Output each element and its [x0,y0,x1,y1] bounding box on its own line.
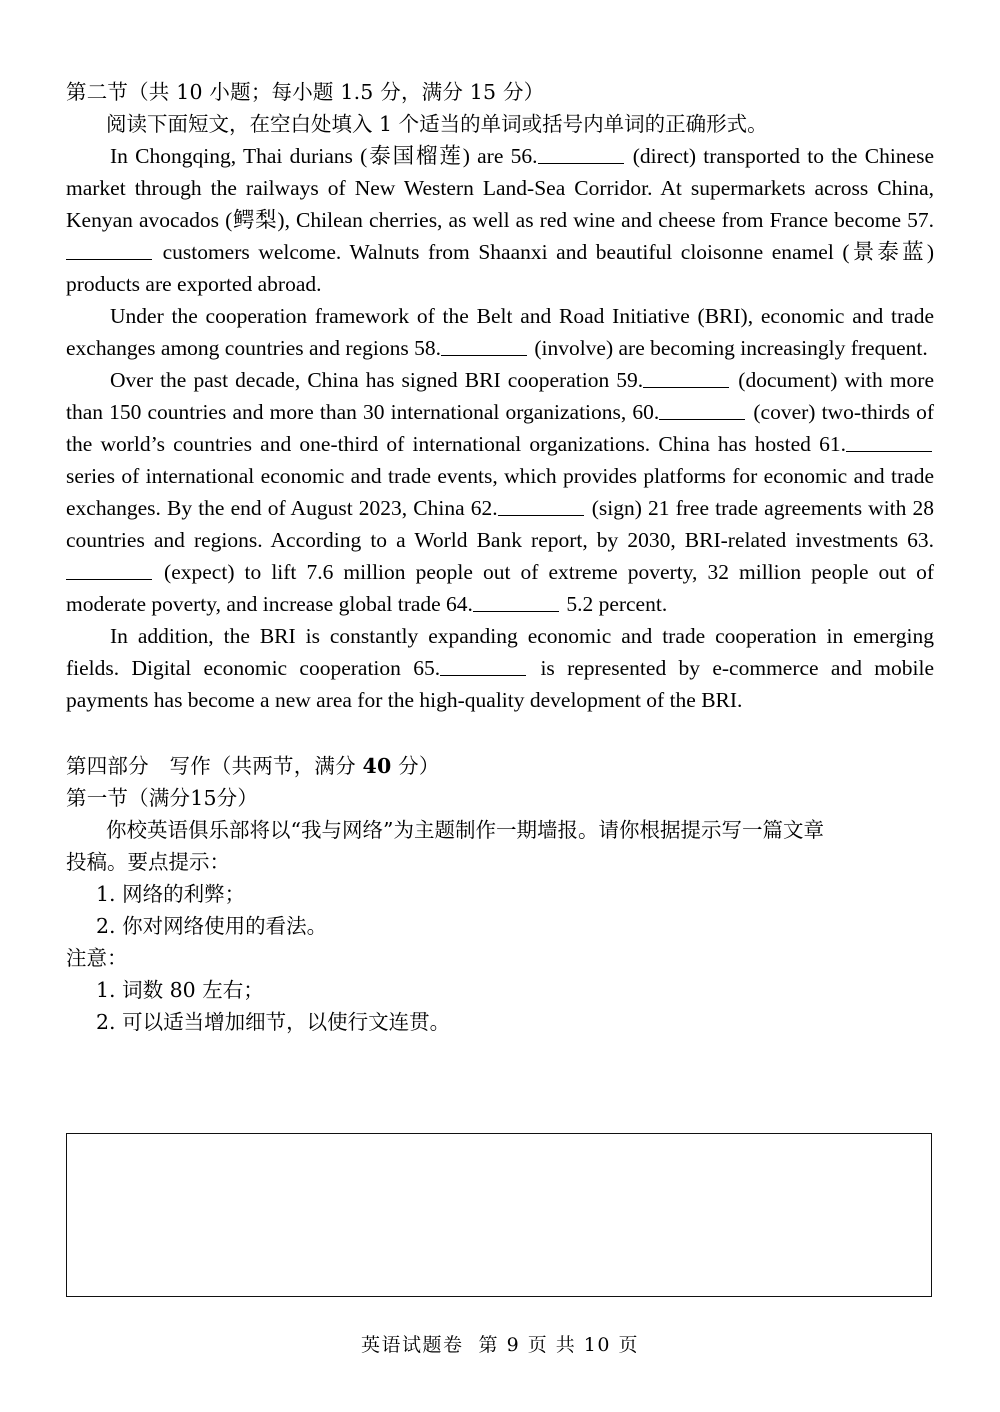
part-four-subsection: 第一节（满分15分） [66,786,259,810]
part-four-heading-prefix: 第四部分 写作（共两节，满分 [66,754,363,778]
notice-item-2: 2. 可以适当增加细节，以使行文连贯。 [96,1010,451,1034]
answer-blank[interactable] [441,339,527,356]
answer-blank[interactable] [846,435,932,452]
passage-text: (direct) transported to the Chinese market through the railways of New Western Land-Sea Corridor. At supermarkets across China, Kenyan avocados (鳄梨), Chilean cherries, as well as red wine and cheese from France become 57. [66,144,934,232]
cloze-paragraph [66,364,934,620]
answer-blank[interactable] [440,659,526,676]
passage-text: In Chongqing, Thai durians (泰国榴莲) are 56. [110,144,538,168]
cloze-passage [66,140,934,716]
writing-point-2: 2. 你对网络使用的看法。 [96,914,328,938]
writing-answer-box[interactable] [66,1133,932,1297]
part-four-heading-suffix: 分） [391,754,440,778]
answer-blank[interactable] [498,499,584,516]
passage-text: Over the past decade, China has signed BRI cooperation 59. [110,368,644,392]
answer-blank[interactable] [538,147,624,164]
writing-prompt-line-1: 你校英语俱乐部将以“我与网络”为主题制作一期墙报。请你根据提示写一篇文章 [106,818,824,842]
section-two-instruction: 阅读下面短文，在空白处填入 1 个适当的单词或括号内单词的正确形式。 [106,112,768,136]
part-four-heading [66,750,934,782]
notice-item-1: 1. 词数 80 左右； [96,978,264,1002]
passage-text: is represented by e-commerce and mobile payments has become a new area for the high-quality development of the BRI. [66,656,934,712]
passage-text: series of international economic and trade events, which provides platforms for economic and trade exchanges. By the end of August 2023, China 62. [66,464,934,520]
cloze-paragraph [66,140,934,300]
section-two-heading: 第二节（共 10 小题；每小题 1.5 分，满分 15 分） [66,80,545,104]
passage-text: (cover) two-thirds of the world’s countries and one-third of international organizations. China has hosted 61. [66,400,934,456]
cloze-paragraph [66,620,934,716]
writing-point-1: 1. 网络的利弊； [96,882,246,906]
passage-text: 5.2 percent. [560,592,668,616]
notice-label: 注意： [66,946,128,970]
passage-text: (document) with more than 150 countries and more than 30 international organizations, 60. [66,368,934,424]
answer-blank[interactable] [643,371,729,388]
spacer [66,716,934,750]
passage-text: (sign) 21 free trade agreements with 28 countries and regions. According to a World Bank report, by 2030, BRI-related investments 63. [66,496,934,552]
passage-text: (expect) to lift 7.6 million people out of extreme poverty, 32 million people out of moderate poverty, and increase global trade 64. [66,560,934,616]
answer-blank[interactable] [659,403,745,420]
answer-blank[interactable] [66,563,152,580]
passage-text: In addition, the BRI is constantly expanding economic and trade cooperation in emerging fields. Digital economic cooperation 65. [66,624,934,680]
passage-text: (involve) are becoming increasingly frequent. [528,336,928,360]
passage-text: customers welcome. Walnuts from Shaanxi and beautiful cloisonne enamel (景泰蓝) products are exported abroad. [66,240,934,296]
page-content [66,76,934,1038]
writing-prompt-line-2: 投稿。要点提示： [66,850,230,874]
passage-text: Under the cooperation framework of the Belt and Road Initiative (BRI), economic and trade exchanges among countries and regions 58. [66,304,934,360]
answer-blank[interactable] [473,595,559,612]
page-footer: 英语试题卷 第 9 页 共 10 页 [360,1334,640,1356]
answer-blank[interactable] [66,243,152,260]
cloze-paragraph [66,300,934,364]
part-four-score: 40 [362,754,392,778]
